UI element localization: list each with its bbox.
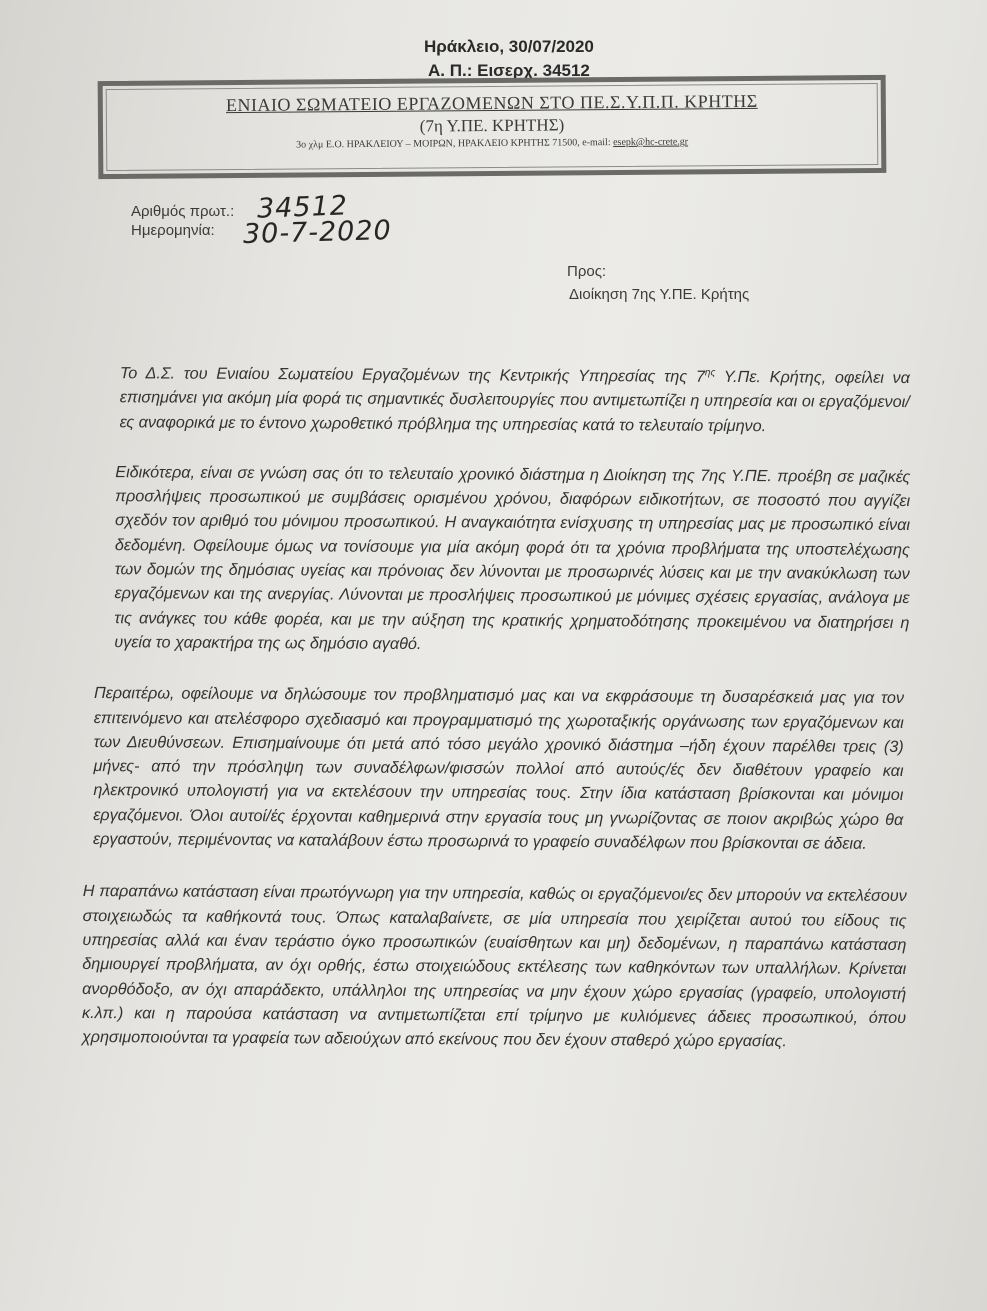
letterhead-subtitle: (7η Υ.ΠΕ. ΚΡΗΤΗΣ) xyxy=(419,115,565,136)
incoming-stamp-number: Α. Π.: Εισερχ. 34512 xyxy=(428,61,590,80)
recipient-block xyxy=(567,260,749,306)
handwritten-protocol-date: 30-7-2020 xyxy=(242,215,393,250)
body-paragraph-1-start: Το Δ.Σ. του Ενιαίου Σωματείου Εργαζομένων της Κεντρικής Υπηρεσίας της 7 xyxy=(119,364,705,386)
body-paragraph-1-rest: Υ.Πε. Κρήτης, οφείλει να επισημάνει για ακόμη μία φορά τις σημαντικές δυσλειτουργίες που αντιμετωπίζει η υπηρεσία και οι εργαζόμενοι/ες αναφορικά με το έντονο χωροθετικό πρόβλημα της υπηρεσίας κατά το τελευταίο τρίμηνο. xyxy=(119,367,910,435)
body-paragraph-4: Η παραπάνω κατάσταση είναι πρωτόγνωρη για την υπηρεσία, καθώς οι εργαζόμενοι/ες δεν μπορούν να εκτελέσουν στοιχειωδώς τα καθήκοντά τους. Όπως καταλαβαίνετε, σε μία υπηρεσία που χειρίζεται αυτού του είδους τις υπηρεσίας αλλά και έναν τεράστιο όγκο προσωπικών (ευαίσθητων και μη) δεδομένων, η παραπάνω κατάσταση δημιουργεί προβλήματα, αν όχι ορθής, έστω στοιχειώδους εκτέλεσης των καθηκόντων των υπαλλήλων. Κρίνεται ανορθόδοξο, αν όχι απαράδεκτο, υπάλληλοι της υπηρεσίας να μην έχουν χώρο εργασίας (γραφείο, υπολογιστή κ.λπ.) και η παρούσα κατάσταση να αντιμετωπίζεται επί τρίμηνο με κυλιόμενες άδειες προσωπικού, όπου χρησιμοποιούνται τα γραφεία των αδειούχων από εκείνους που δεν έχουν σταθερό χώρο εργασίας. xyxy=(81,882,907,1051)
incoming-stamp-date: Ηράκλειο, 30/07/2020 xyxy=(424,37,594,56)
protocol-block xyxy=(131,202,234,240)
body-paragraph-1-superscript: ης xyxy=(704,367,716,379)
recipient-to-label: Προς: xyxy=(567,263,607,280)
protocol-number-label: Αριθμός πρωτ.: xyxy=(131,203,235,220)
letterhead-email: esepk@hc-crete.gr xyxy=(613,136,689,149)
letterhead-title: ΕΝΙΑΙΟ ΣΩΜΑΤΕΙΟ ΕΡΓΑΖΟΜΕΝΩΝ ΣΤΟ ΠΕ.Σ.Υ.Π.Π. ΚΡΗΤΗΣ xyxy=(225,90,758,116)
protocol-date-label: Ημερομηνία: xyxy=(131,222,215,239)
body-paragraph-1 xyxy=(86,361,910,439)
recipient-name: Διοίκηση 7ης Υ.ΠΕ. Κρήτης xyxy=(569,286,750,303)
body-paragraph-2: Ειδικότερα, είναι σε γνώση σας ότι το τελευταίο χρονικό διάστημα η Διοίκηση της 7ης Υ.ΠΕ. προέβη σε μαζικές προσλήψεις προσωπικού με συμβάσεις ορισμένου χρόνου, διαφόρων ειδικοτήτων, σε ποσοστό που αγγίζει σχεδόν τον αριθμό του μόνιμου προσωπικού. Η αναγκαιότητα ενίσχυσης τη υπηρεσίας μας με προσωπικό είναι δεδομένη. Οφείλουμε όμως να τονίσουμε για μία ακόμη φορά ότι τα χρόνια προβλήματα της υποστελέχωσης των δομών της δημόσιας υγείας και πρόνοιας δεν λύνονται με προσωρινές λύσεις και με την ανακύκλωση των εργαζόμενων και της ανεργίας. Λύνονται με προσλήψεις προσωπικού με μόνιμες σχέσεις εργασίας, ανάλογα με τις ανάγκες του κάθε φορέα, και με την αύξηση της κρατικής χρηματοδότησης προκειμένου να διατηρήσει η υγεία το χαρακτήρα της ως δημόσιο αγαθό. xyxy=(114,463,911,654)
letter-body xyxy=(81,361,911,1054)
body-paragraph-3: Περαιτέρω, οφείλουμε να δηλώσουμε τον προβληματισμό μας και να εκφράσουμε τη δυσαρέσκειά μας για τον επιτεινόμενο και ατελέσφορο σχεδιασμό και προγραμματισμό της χωροταξικής οργάνωσης των εργαζόμενων και των Διευθύνσεων. Επισημαίνουμε ότι μετά από τόσο μεγάλο χρονικό διάστημα –ήδη έχουν παρέλθει τρεις (3) μήνες- από την πρόσληψη των συναδέλφων/φισσών πολλοί από αυτούς/ές δεν διαθέτουν γραφείο και ηλεκτρονικό υπολογιστή για να εκτελέσουν την υπηρεσίας τους. Στην ίδια κατάσταση βρίσκονται και μόνιμοι εργαζόμενοι. Όλοι αυτοί/ές έρχονται καθημερινά στην εργασία τους μη γνωρίζοντας σε ποιον ακριβώς χώρο θα εργαστούν, περιμένοντας να καταλάβουν έστω προσωρινά το γραφείο συναδέλφων που βρίσκονται σε άδεια. xyxy=(93,684,905,853)
letterhead-box xyxy=(98,75,887,179)
letterhead-address-text: 3ο χλμ Ε.Ο. ΗΡΑΚΛΕΙΟΥ – ΜΟΙΡΩΝ, ΗΡΑΚΛΕΙΟ ΚΡΗΤΗΣ 71500, e-mail: xyxy=(296,137,611,151)
handwritten-protocol-number: 34512 xyxy=(256,190,349,225)
